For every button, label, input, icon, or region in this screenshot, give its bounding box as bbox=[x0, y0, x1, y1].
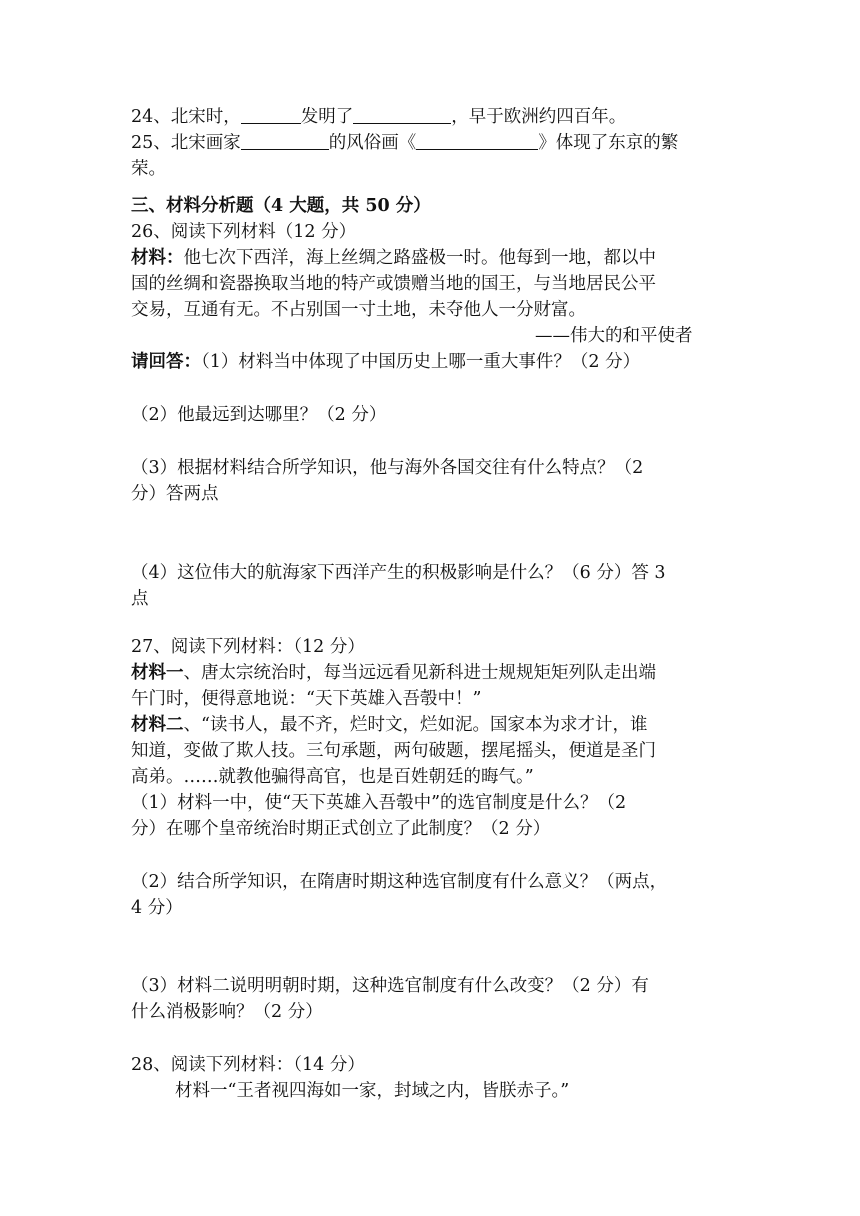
q26-ask-1-text: （1）材料当中体现了中国历史上哪一重大事件？（2 分） bbox=[201, 352, 641, 372]
q27-heading: 27、阅读下列材料：（12 分） bbox=[131, 637, 365, 657]
q27-ask-3-line-1: （3）材料二说明明朝时期，这种选官制度有什么改变？（2 分）有 bbox=[131, 976, 649, 996]
q27-ask-3-line-2: 什么消极影响？（2 分） bbox=[131, 1002, 323, 1022]
q24-blank-invention[interactable] bbox=[353, 105, 451, 124]
q26-ask-1 bbox=[131, 349, 640, 375]
q26-material-source: ——伟大的和平使者 bbox=[535, 326, 693, 346]
q27-material-1-line-2: 午门时，便得意地说：“天下英雄入吾彀中！” bbox=[131, 689, 482, 709]
q27-material-2-line-2: 知道，变做了欺人技。三句承题，两句破题，摆尾摇头，便道是圣门 bbox=[131, 741, 656, 761]
question-25 bbox=[131, 130, 678, 156]
q26-heading: 26、阅读下列材料（12 分） bbox=[131, 222, 357, 242]
q24-text-post: ，早于欧洲约四百年。 bbox=[451, 107, 627, 127]
q27-material-2-text-1: 、“读书人，最不齐，烂时文，烂如泥。国家本为求才计，谁 bbox=[183, 715, 648, 735]
q28-material-1: 材料一“王者视四海如一家，封域之内，皆朕赤子。” bbox=[175, 1081, 570, 1101]
q26-material-line-3: 交易，互通有无。不占别国一寸土地，未夺他人一分财富。 bbox=[131, 300, 586, 320]
q27-ask-1-line-1: （1）材料一中，使“天下英雄入吾彀中”的选官制度是什么？（2 bbox=[131, 793, 627, 813]
q27-material-2-line-3: 高弟。……就教他骗得高官，也是百姓朝廷的晦气。” bbox=[131, 767, 534, 787]
q26-ask-label: 请回答： bbox=[131, 352, 201, 372]
section-3-heading: 三、材料分析题（4 大题，共 50 分） bbox=[131, 196, 431, 216]
q26-material-line-1 bbox=[131, 245, 656, 271]
question-24 bbox=[131, 104, 626, 130]
q27-material-2-label: 材料二 bbox=[131, 715, 184, 735]
q27-ask-2-line-2: 4 分） bbox=[131, 898, 183, 918]
q26-ask-4-line-1: （4）这位伟大的航海家下西洋产生的积极影响是什么？（6 分）答 3 bbox=[131, 563, 666, 583]
q25-text-pre: 25、北宋画家 bbox=[131, 133, 241, 153]
q27-material-2-line-1 bbox=[131, 712, 647, 738]
q26-ask-4-line-2: 点 bbox=[131, 589, 149, 609]
q27-material-1-text-1: 、唐太宗统治时，每当远远看见新科进士规规矩矩列队走出端 bbox=[183, 663, 656, 683]
q27-material-1-line-1 bbox=[131, 660, 656, 686]
q28-heading: 28、阅读下列材料：（14 分） bbox=[131, 1055, 365, 1075]
q26-material-text-1: 他七次下西洋，海上丝绸之路盛极一时。他每到一地，都以中 bbox=[183, 248, 656, 268]
q25-text-post: 》体现了东京的繁 bbox=[538, 133, 679, 153]
q24-text-mid: 发明了 bbox=[300, 107, 354, 127]
q26-material-line-2: 国的丝绸和瓷器换取当地的特产或馈赠当地的国王，与当地居民公平 bbox=[131, 274, 656, 294]
q25-blank-painter[interactable] bbox=[241, 131, 329, 150]
q25-text-mid: 的风俗画《 bbox=[328, 133, 417, 153]
q26-ask-3-line-2: 分）答两点 bbox=[131, 484, 219, 504]
q26-material-label: 材料： bbox=[131, 248, 184, 268]
q25-continuation: 荣。 bbox=[131, 159, 166, 179]
q24-blank-inventor[interactable] bbox=[241, 105, 301, 124]
q25-blank-painting[interactable] bbox=[416, 131, 538, 150]
q26-ask-2: （2）他最远到达哪里？（2 分） bbox=[131, 405, 387, 425]
q27-material-1-label: 材料一 bbox=[131, 663, 184, 683]
q27-ask-2-line-1: （2）结合所学知识，在隋唐时期这种选官制度有什么意义？（两点， bbox=[131, 872, 668, 892]
q27-ask-1-line-2: 分）在哪个皇帝统治时期正式创立了此制度？（2 分） bbox=[131, 819, 551, 839]
q24-text-pre: 24、北宋时， bbox=[131, 107, 241, 127]
q26-ask-3-line-1: （3）根据材料结合所学知识，他与海外各国交往有什么特点？（2 bbox=[131, 458, 644, 478]
